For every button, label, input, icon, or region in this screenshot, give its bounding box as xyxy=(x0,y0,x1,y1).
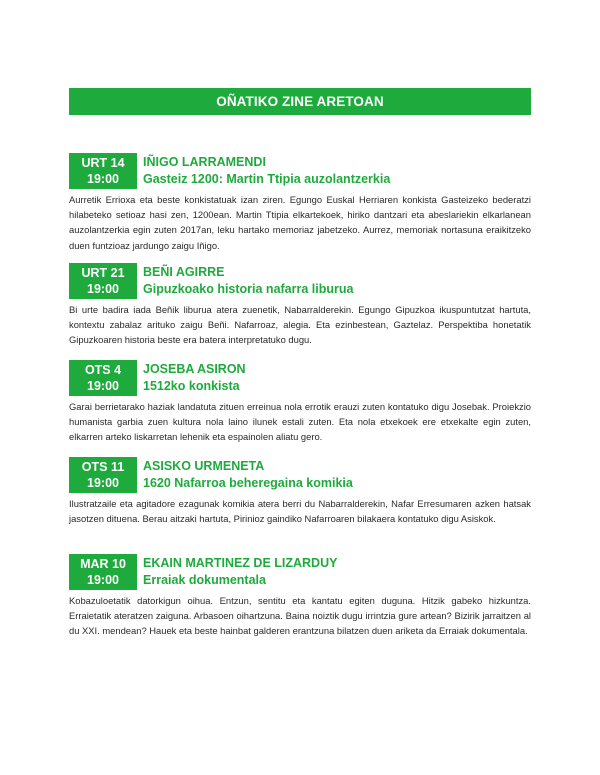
event-speaker: ASISKO URMENETA xyxy=(143,459,265,473)
event-subtitle: Gasteiz 1200: Martin Ttipia auzolantzerkia xyxy=(143,172,391,186)
event-date: OTS 4 xyxy=(84,363,122,377)
event-description: Aurretik Errioxa eta beste konkistatuak izan ziren. Egungo Euskal Herriaren konkista Gasteizeko bederatzi hilabeteko setioaz hasi zen, 1200ean. Martin Ttipia elkartekoek, hiriko dantzari eta abeslariekin elkarlanean auzolantzerkia egin zuten 2017an, leku hartako memoriaz jabetzeko. Aurrez, memoriak nortasuna eraikitzeko duen funtzioaz jardungo zaigu Iñigo. xyxy=(69,194,531,251)
event-time: 19:00 xyxy=(87,379,119,393)
event-subtitle: 1620 Nafarroa beheregaina komikia xyxy=(143,476,353,490)
event-header xyxy=(69,457,531,493)
event-subtitle: Gipuzkoako historia nafarra liburua xyxy=(143,282,354,296)
event-block xyxy=(69,263,531,348)
event-block xyxy=(69,554,531,639)
event-time: 19:00 xyxy=(87,172,119,186)
event-date: MAR 10 xyxy=(80,557,126,571)
event-header xyxy=(69,263,531,299)
event-description: Kobazuloetatik datorkigun oihua. Entzun, sentitu eta kantatu egiten duguna. Hitzik gabeko hizkuntza. Erraietatik ateratzen zaiguna. Arbasoen oihartzuna. Baina noiztik dugu irrintzia gure artean? Bizirik jarraitzen al du XXI. mendean? Hauek eta beste hainbat galderen erantzuna bilatzen duen ariketa da Erraiak dokumentala. xyxy=(69,595,531,637)
event-datebox xyxy=(69,457,137,493)
event-datebox xyxy=(69,554,137,590)
venue-title: OÑATIKO ZINE ARETOAN xyxy=(216,94,384,109)
venue-banner xyxy=(69,88,531,115)
event-titles xyxy=(143,457,353,492)
event-description: Ilustratzaile eta agitadore ezagunak komikia atera berri du Nabarralderekin, Nafar Erresumaren azken hatsak jasotzen dituena. Berau aitzaki hartuta, Pirinioz gaindiko Nafarroaren bilakaera kontatuko digu Asiskok. xyxy=(69,498,531,525)
event-speaker: JOSEBA ASIRON xyxy=(143,362,246,376)
event-titles xyxy=(143,263,353,298)
event-block xyxy=(69,360,531,445)
event-subtitle: 1512ko konkista xyxy=(143,379,240,393)
event-block xyxy=(69,153,531,253)
event-subtitle: Erraiak dokumentala xyxy=(143,573,266,587)
event-datebox xyxy=(69,360,137,396)
event-header xyxy=(69,554,531,590)
event-titles xyxy=(143,153,390,188)
event-date: URT 21 xyxy=(81,266,125,280)
event-titles xyxy=(143,360,246,395)
event-speaker: IÑIGO LARRAMENDI xyxy=(143,155,266,169)
event-description: Garai berrietarako haziak landatuta zituen erreinua nola errotik erauzi zuten kontatuko digu Josebak. Proiekzio humanista garbia zuen kultura nola laino ilunek estali zuten. Eta nola etxekoek ere etxekalte egin zuten, elkarren arteko liskarretan lehenik eta espainolen aliatu gero. xyxy=(69,401,531,443)
event-header xyxy=(69,360,531,396)
event-datebox xyxy=(69,263,137,299)
event-description: Bi urte badira iada Beñik liburua atera zuenetik, Nabarralderekin. Egungo Gipuzkoa ikuspuntutzat hartuta, kontextu zabalaz arituko zaigu Beñi. Nafarroaz, alegia. Eta ezinbestean, Gaztelaz. Perspektiba honetatik Gipuzkoaren historia beste era batera interpretatuko dugu. xyxy=(69,304,531,346)
event-block xyxy=(69,457,531,526)
event-header xyxy=(69,153,531,189)
event-datebox xyxy=(69,153,137,189)
event-speaker: EKAIN MARTINEZ DE LIZARDUY xyxy=(143,556,338,570)
event-date: OTS 11 xyxy=(81,460,125,474)
event-time: 19:00 xyxy=(87,573,119,587)
event-time: 19:00 xyxy=(87,282,119,296)
event-time: 19:00 xyxy=(87,476,119,490)
event-date: URT 14 xyxy=(81,156,125,170)
event-speaker: BEÑI AGIRRE xyxy=(143,265,225,279)
event-titles xyxy=(143,554,337,589)
